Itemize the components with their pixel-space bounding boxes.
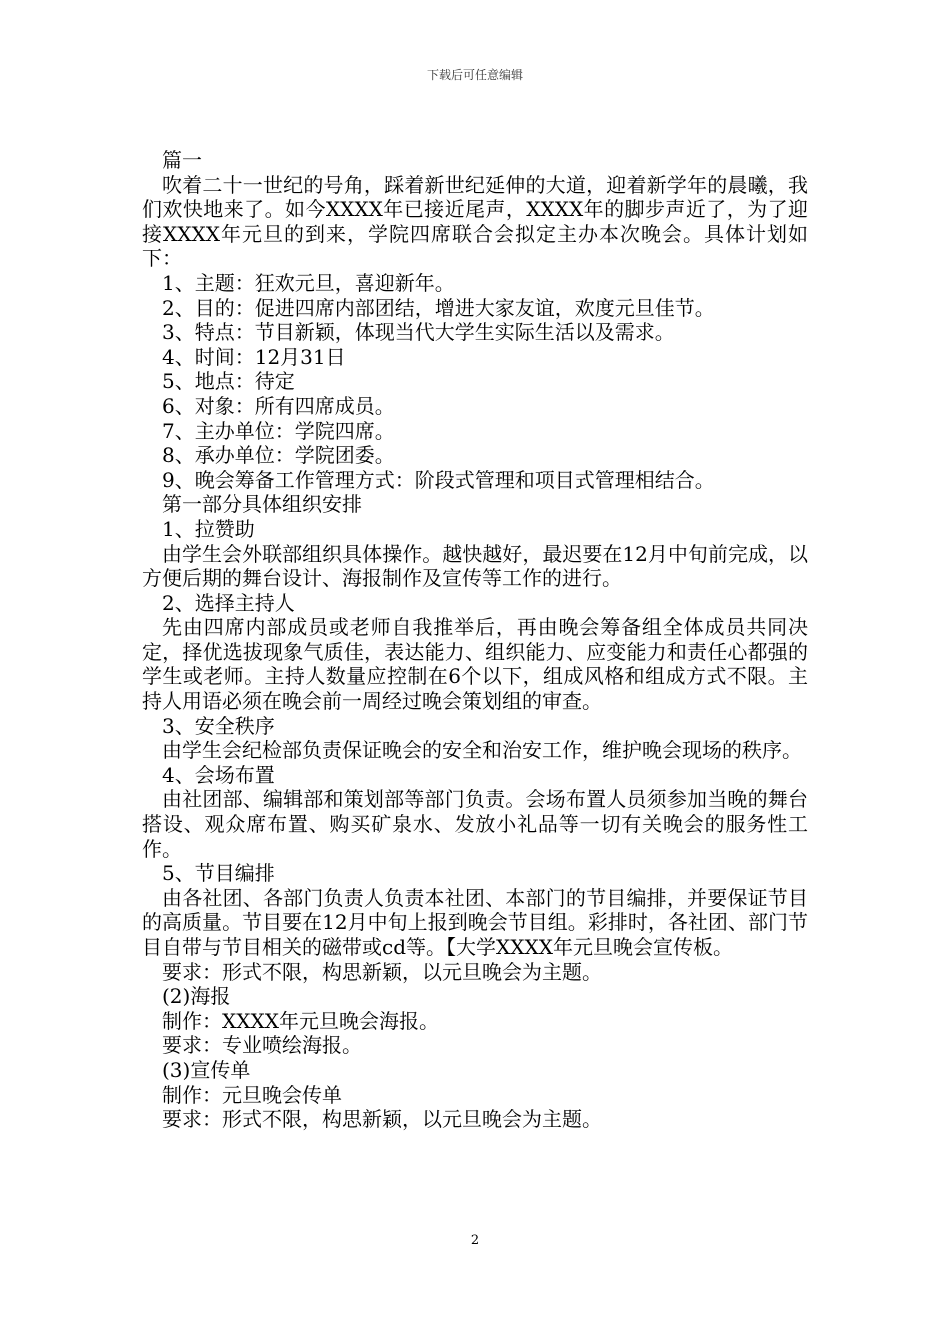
section-heading: 第一部分具体组织安排 bbox=[162, 492, 362, 517]
subheading: 5、节目编排 bbox=[162, 861, 275, 886]
list-item: 6、对象：所有四席成员。 bbox=[162, 393, 395, 418]
list-item: 7、主办单位：学院四席。 bbox=[162, 418, 395, 443]
paragraph: 吹着二十一世纪的号角，踩着新世纪延伸的大道，迎着新学年的晨曦，我们欢快地来了。如今XXXX年已接近尾声，XXXX年的脚步声近了，为了迎接XXXX年元旦的到来，学院四席联合会拟定主办本次晚会。具体计划如下： bbox=[142, 172, 808, 271]
list-item: 制作：XXXX年元旦晚会海报。 bbox=[162, 1008, 439, 1033]
subheading: (3)宣传单 bbox=[162, 1057, 251, 1082]
list-item: 4、时间：12月31日 bbox=[162, 344, 346, 369]
page-header: 下载后可任意编辑 bbox=[426, 68, 523, 82]
paragraph: 由各社团、各部门负责人负责本社团、本部门的节目编排，并要保证节目的高质量。节目要在12月中旬上报到晚会节目组。彩排时，各社团、部门节目自带与节目相关的磁带或cd等。【大学XXXX年元旦晚会宣传板。 bbox=[142, 885, 808, 959]
section-title: 篇一 bbox=[162, 148, 202, 172]
list-item: 要求：形式不限，构思新颖，以元旦晚会为主题。 bbox=[162, 959, 602, 984]
page-number: 2 bbox=[470, 1233, 480, 1248]
document-body bbox=[142, 148, 808, 1132]
subheading: 2、选择主持人 bbox=[162, 590, 295, 615]
paragraph: 由学生会纪检部负责保证晚会的安全和治安工作，维护晚会现场的秩序。 bbox=[162, 738, 802, 763]
subheading: 1、拉赞助 bbox=[162, 516, 255, 541]
list-item: 2、目的：促进四席内部团结，增进大家友谊，欢度元旦佳节。 bbox=[162, 295, 715, 320]
list-item: 9、晚会筹备工作管理方式：阶段式管理和项目式管理相结合。 bbox=[162, 467, 715, 492]
subheading: 3、安全秩序 bbox=[162, 713, 275, 738]
subheading: 4、会场布置 bbox=[162, 762, 275, 787]
paragraph: 先由四席内部成员或老师自我推举后，再由晚会筹备组全体成员共同决定，择优选拔现象气质佳，表达能力、组织能力、应变能力和责任心都强的学生或老师。主持人数量应控制在6个以下，组成风格和组成方式不限。主持人用语必须在晚会前一周经过晚会策划组的审查。 bbox=[142, 615, 808, 714]
subheading: (2)海报 bbox=[162, 984, 231, 1009]
list-item: 3、特点：节目新颖，体现当代大学生实际生活以及需求。 bbox=[162, 320, 675, 345]
list-item: 制作：元旦晚会传单 bbox=[162, 1082, 342, 1107]
list-item: 5、地点：待定 bbox=[162, 369, 295, 394]
list-item: 8、承办单位：学院团委。 bbox=[162, 443, 395, 468]
list-item: 1、主题：狂欢元旦，喜迎新年。 bbox=[162, 270, 455, 295]
list-item: 要求：形式不限，构思新颖，以元旦晚会为主题。 bbox=[162, 1107, 602, 1132]
paragraph: 由学生会外联部组织具体操作。越快越好，最迟要在12月中旬前完成，以方便后期的舞台设计、海报制作及宣传等工作的进行。 bbox=[142, 541, 808, 591]
list-item: 要求：专业喷绘海报。 bbox=[162, 1033, 362, 1058]
paragraph: 由社团部、编辑部和策划部等部门负责。会场布置人员须参加当晚的舞台搭设、观众席布置、购买矿泉水、发放小礼品等一切有关晚会的服务性工作。 bbox=[142, 787, 808, 861]
